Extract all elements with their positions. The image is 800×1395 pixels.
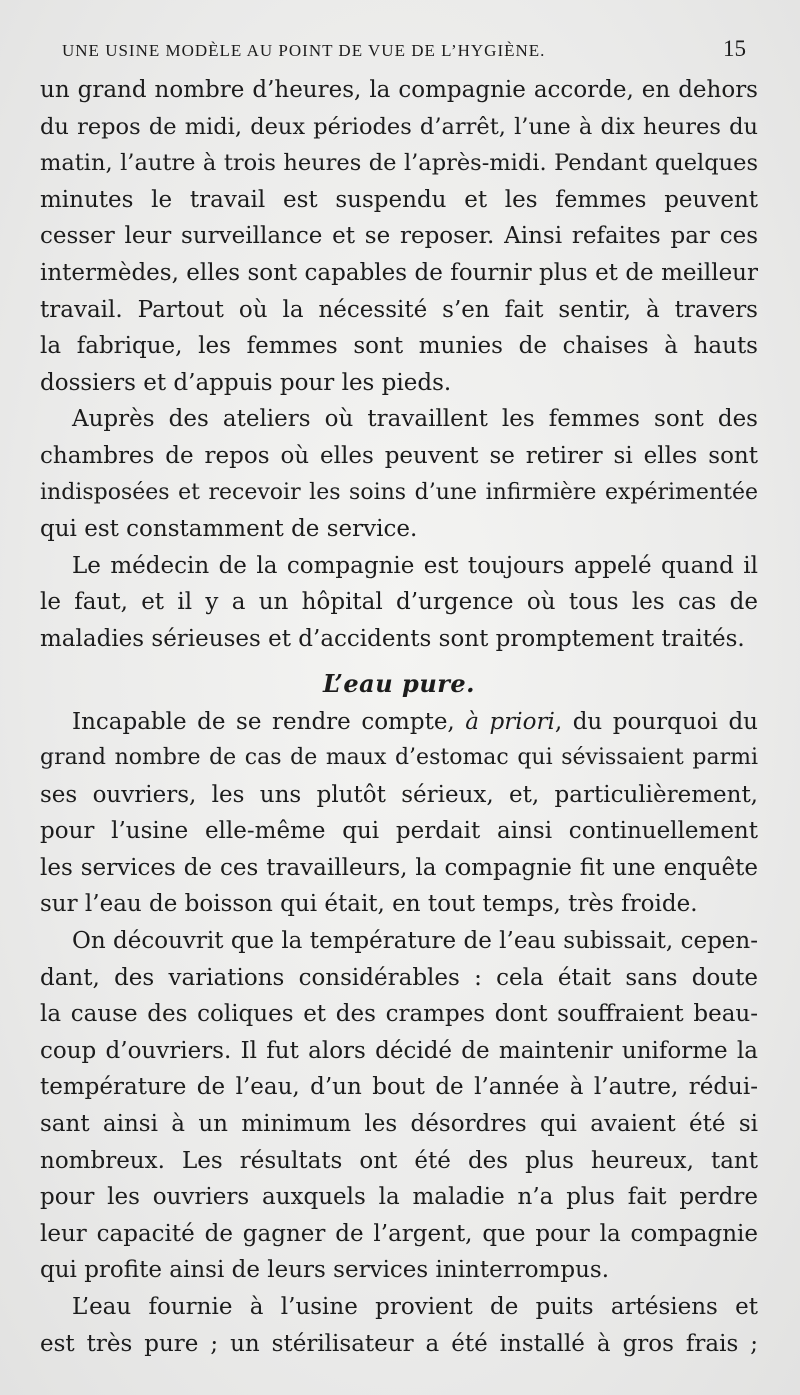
text-line: le faut, et il y a un hôpital d’urgence où tous les cas de <box>40 589 758 616</box>
text-line: nombreux. Les résultats ont été des plus heureux, tant <box>40 1147 758 1174</box>
text-line: leur capacité de gagner de l’argent, que pour la compagnie <box>40 1220 758 1247</box>
body-text <box>40 72 758 1362</box>
text-line: sur l’eau de boisson qui était, en tout temps, très froide. <box>40 891 698 918</box>
paragraph-5 <box>40 923 758 1289</box>
text-line: indisposées et recevoir les soins d’une infirmière expérimentée <box>40 479 758 505</box>
text-line: ses ouvriers, les uns plutôt sérieux, et, particulièrement, <box>40 781 758 808</box>
text-line: Le médecin de la compagnie est toujours appelé quand il <box>72 552 758 579</box>
text-line: Auprès des ateliers où travaillent les femmes sont des <box>72 406 758 433</box>
text-line <box>40 704 758 741</box>
paragraph-1 <box>40 72 758 401</box>
text-line: minutes le travail est suspendu et les femmes peuvent <box>40 186 758 213</box>
text-line: L’eau fournie à l’usine provient de puits artésiens et <box>72 1294 758 1320</box>
running-head <box>62 36 746 66</box>
text-line: coup d’ouvriers. Il fut alors décidé de maintenir uniforme la <box>40 1037 758 1064</box>
text-line: qui profite ainsi de leurs services ininterrompus. <box>40 1257 610 1284</box>
text-line: cesser leur surveillance et se reposer. Ainsi refaites par ces <box>40 223 758 250</box>
paragraph-2 <box>40 401 758 547</box>
text-line: dossiers et d’appuis pour les pieds. <box>40 369 452 396</box>
running-title: UNE USINE MODÈLE AU POINT DE VUE DE L’HYGIÈNE. <box>62 41 546 60</box>
text-segment: , du pourquoi du <box>554 708 758 735</box>
text-line: température de l’eau, d’un bout de l’année à l’autre, rédui- <box>40 1074 758 1101</box>
text-line: dant, des variations considérables : cela était sans doute <box>40 964 758 991</box>
text-segment: Incapable de se rendre compte, <box>72 708 466 735</box>
text-line: qui est constamment de service. <box>40 516 418 543</box>
page-number: 15 <box>723 36 746 61</box>
paragraph-3 <box>40 548 758 658</box>
text-line: les services de ces travailleurs, la compagnie fit une enquête <box>40 854 758 881</box>
section-heading: L’eau pure. <box>322 668 476 698</box>
text-line: travail. Partout où la nécessité s’en fait sentir, à travers <box>40 296 758 323</box>
text-line: pour les ouvriers auxquels la maladie n’a plus fait perdre <box>40 1184 758 1211</box>
text-line: pour l’usine elle-même qui perdait ainsi continuellement <box>40 818 758 845</box>
text-line: sant ainsi à un minimum les désordres qui avaient été si <box>40 1111 758 1138</box>
text-line: matin, l’autre à trois heures de l’après-midi. Pendant quelques <box>40 150 758 177</box>
text-line: est très pure ; un stérilisateur a été installé à gros frais ; <box>40 1330 758 1357</box>
text-line: la cause des coliques et des crampes dont souffraient beau- <box>40 1001 758 1028</box>
text-line: intermèdes, elles sont capables de fournir plus et de meilleur <box>40 259 758 286</box>
text-line: un grand nombre d’heures, la compagnie accorde, en dehors <box>40 77 758 103</box>
text-line: chambres de repos où elles peuvent se retirer si elles sont <box>40 442 758 469</box>
text-line: maladies sérieuses et d’accidents sont promptement traités. <box>40 625 745 652</box>
paragraph-4 <box>40 704 758 924</box>
italic-phrase: à priori <box>465 708 555 735</box>
text-line: grand nombre de cas de maux d’estomac qui sévissaient parmi <box>40 745 758 771</box>
text-line: On découvrit que la température de l’eau subissait, cepen- <box>72 928 758 955</box>
text-line: la fabrique, les femmes sont munies de chaises à hauts <box>40 333 758 360</box>
text-line: du repos de midi, deux périodes d’arrêt, l’une à dix heures du <box>40 113 758 140</box>
paragraph-6 <box>40 1289 758 1362</box>
